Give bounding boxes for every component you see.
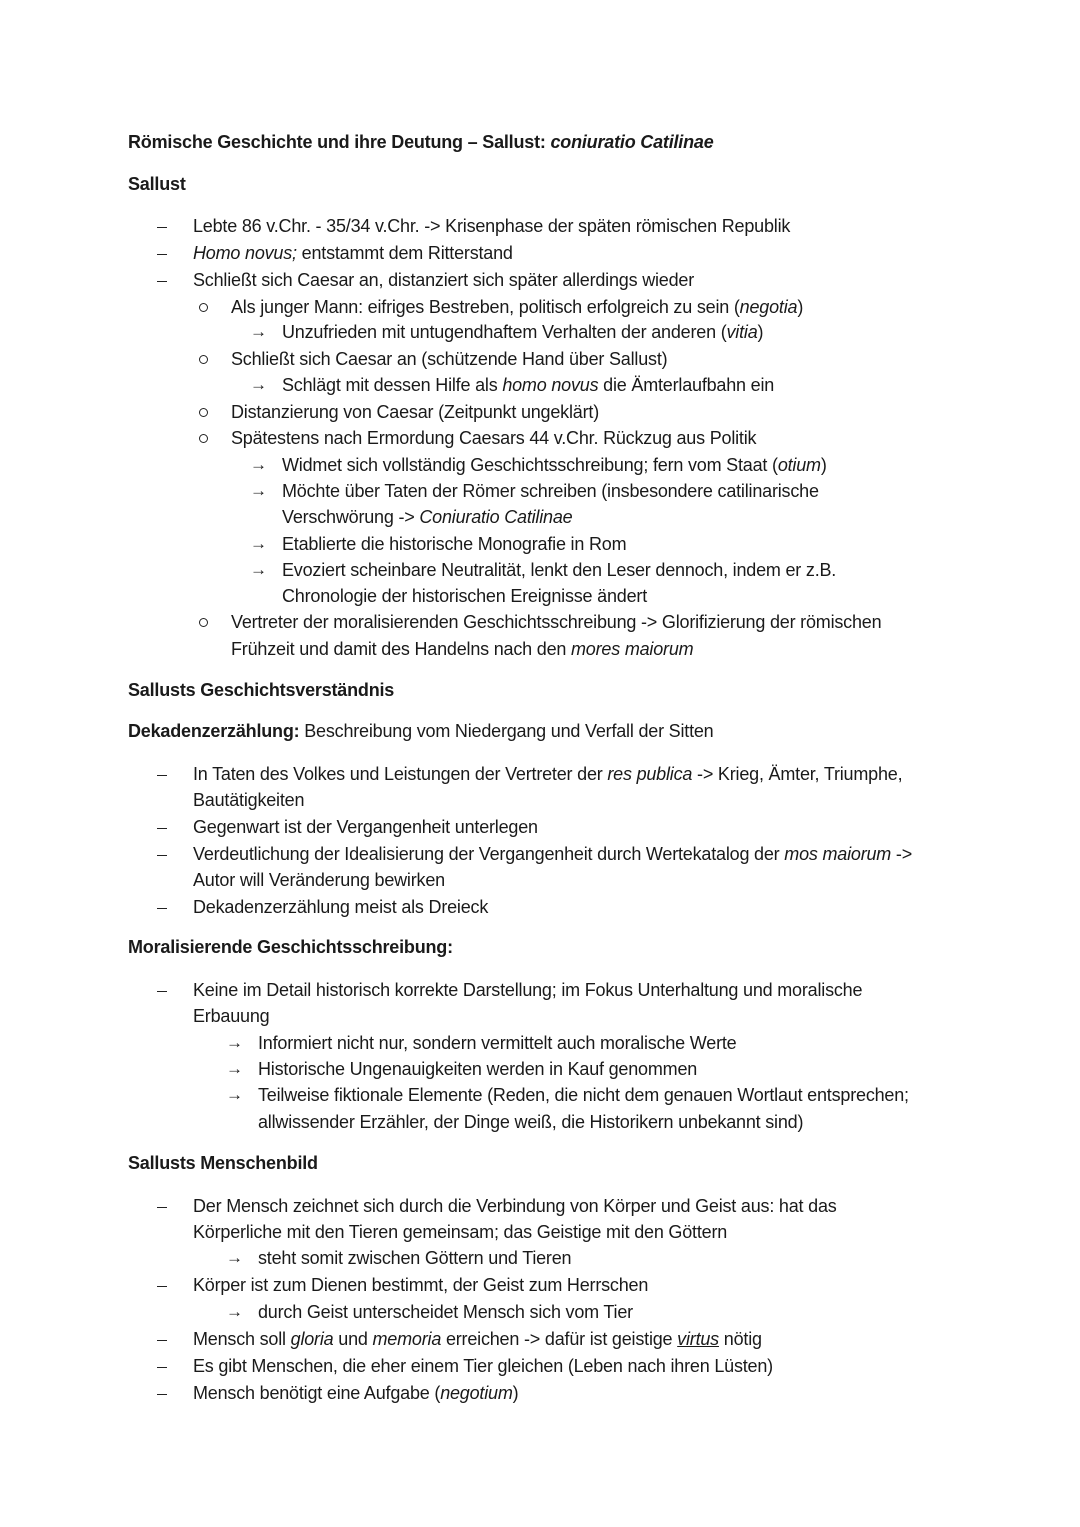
list-item: In Taten des Volkes und Leistungen der Vertreter der res publica -> Krieg, Ämter, Triumphe, xyxy=(193,764,903,784)
list-item: Spätestens nach Ermordung Caesars 44 v.Chr. Rückzug aus Politik xyxy=(231,428,757,448)
list-item: Als junger Mann: eifriges Bestreben, politisch erfolgreich zu sein (negotia) xyxy=(231,297,804,317)
list-item: durch Geist unterscheidet Mensch sich vom Tier xyxy=(258,1302,633,1322)
list-item-continuation: Autor will Veränderung bewirken xyxy=(193,870,445,890)
bullet-dash xyxy=(157,1367,167,1368)
list-item: Verdeutlichung der Idealisierung der Vergangenheit durch Wertekatalog der mos maiorum -> xyxy=(193,844,913,864)
bullet-circle xyxy=(199,355,208,364)
list-item: Widmet sich vollständig Geschichtsschreibung; fern vom Staat (otium) xyxy=(282,455,827,475)
list-item: Lebte 86 v.Chr. - 35/34 v.Chr. -> Krisenphase der späten römischen Republik xyxy=(193,216,791,236)
list-item: Etablierte die historische Monografie in Rom xyxy=(282,534,627,554)
list-item: Schließt sich Caesar an, distanziert sich später allerdings wieder xyxy=(193,270,695,290)
list-item: Möchte über Taten der Römer schreiben (insbesondere catilinarische xyxy=(282,481,819,501)
bullet-dash xyxy=(157,227,167,228)
bullet-dash xyxy=(157,1286,167,1287)
arrow-icon: → xyxy=(226,1248,243,1267)
page-title: Römische Geschichte und ihre Deutung – Sallust: coniuratio Catilinae xyxy=(128,132,714,152)
list-item: Mensch soll gloria und memoria erreichen -> dafür ist geistige virtus nötig xyxy=(193,1329,762,1349)
arrow-icon: → xyxy=(250,560,267,579)
list-item: Gegenwart ist der Vergangenheit unterlegen xyxy=(193,817,538,837)
list-item: Mensch benötigt eine Aufgabe (negotium) xyxy=(193,1383,519,1403)
arrow-icon: → xyxy=(250,322,267,341)
list-item: Historische Ungenauigkeiten werden in Kauf genommen xyxy=(258,1059,698,1079)
list-item-continuation: Verschwörung -> Coniuratio Catilinae xyxy=(282,507,573,527)
list-item: Es gibt Menschen, die eher einem Tier gleichen (Leben nach ihren Lüsten) xyxy=(193,1356,773,1376)
list-item: Vertreter der moralisierenden Geschichtsschreibung -> Glorifizierung der römischen xyxy=(231,612,882,632)
bullet-dash xyxy=(157,254,167,255)
heading-menschenbild: Sallusts Menschenbild xyxy=(128,1153,318,1173)
list-item: Körper ist zum Dienen bestimmt, der Geist zum Herrschen xyxy=(193,1275,649,1295)
bullet-dash xyxy=(157,991,167,992)
list-item: Teilweise fiktionale Elemente (Reden, die nicht dem genauen Wortlaut entsprechen; xyxy=(258,1085,909,1105)
bullet-circle xyxy=(199,303,208,312)
heading-geschichtsverstaendnis: Sallusts Geschichtsverständnis xyxy=(128,680,395,700)
arrow-icon: → xyxy=(250,481,267,500)
list-item-continuation: Frühzeit und damit des Handelns nach den mores maiorum xyxy=(231,639,694,659)
arrow-icon: → xyxy=(226,1033,243,1052)
heading-sallust: Sallust xyxy=(128,174,186,194)
list-item: Informiert nicht nur, sondern vermittelt auch moralische Werte xyxy=(258,1033,737,1053)
arrow-icon: → xyxy=(250,375,267,394)
list-item-continuation: Körperliche mit den Tieren gemeinsam; das Geistige mit den Göttern xyxy=(193,1222,728,1242)
bullet-dash xyxy=(157,1207,167,1208)
list-item-continuation: Chronologie der historischen Ereignisse ändert xyxy=(282,586,648,606)
list-item: Unzufrieden mit untugendhaftem Verhalten der anderen (vitia) xyxy=(282,322,764,342)
definition-line: Dekadenzerzählung: Beschreibung vom Niedergang und Verfall der Sitten xyxy=(128,721,714,741)
bullet-circle xyxy=(199,408,208,417)
arrow-icon: → xyxy=(250,534,267,553)
list-item: Schlägt mit dessen Hilfe als homo novus die Ämterlaufbahn ein xyxy=(282,375,775,395)
list-item: Der Mensch zeichnet sich durch die Verbindung von Körper und Geist aus: hat das xyxy=(193,1196,837,1216)
bullet-dash xyxy=(157,281,167,282)
bullet-circle xyxy=(199,434,208,443)
bullet-circle xyxy=(199,618,208,627)
arrow-icon: → xyxy=(226,1085,243,1104)
list-item: Evoziert scheinbare Neutralität, lenkt den Leser dennoch, indem er z.B. xyxy=(282,560,837,580)
list-item-continuation: Bautätigkeiten xyxy=(193,790,305,810)
bullet-dash xyxy=(157,775,167,776)
arrow-icon: → xyxy=(226,1059,243,1078)
heading-moralisierende-geschichtsschreibung: Moralisierende Geschichtsschreibung: xyxy=(128,937,453,957)
list-item: steht somit zwischen Göttern und Tieren xyxy=(258,1248,572,1268)
bullet-dash xyxy=(157,828,167,829)
arrow-icon: → xyxy=(226,1302,243,1321)
list-item: Distanzierung von Caesar (Zeitpunkt ungeklärt) xyxy=(231,402,599,422)
bullet-dash xyxy=(157,855,167,856)
bullet-dash xyxy=(157,1340,167,1341)
list-item: Dekadenzerzählung meist als Dreieck xyxy=(193,897,489,917)
list-item-continuation: allwissender Erzähler, der Dinge weiß, die Historikern unbekannt sind) xyxy=(258,1112,804,1132)
arrow-icon: → xyxy=(250,455,267,474)
list-item: Homo novus; entstammt dem Ritterstand xyxy=(193,243,513,263)
list-item-continuation: Erbauung xyxy=(193,1006,270,1026)
list-item: Schließt sich Caesar an (schützende Hand über Sallust) xyxy=(231,349,668,369)
bullet-dash xyxy=(157,1394,167,1395)
bullet-dash xyxy=(157,908,167,909)
list-item: Keine im Detail historisch korrekte Darstellung; im Fokus Unterhaltung und moralische xyxy=(193,980,863,1000)
